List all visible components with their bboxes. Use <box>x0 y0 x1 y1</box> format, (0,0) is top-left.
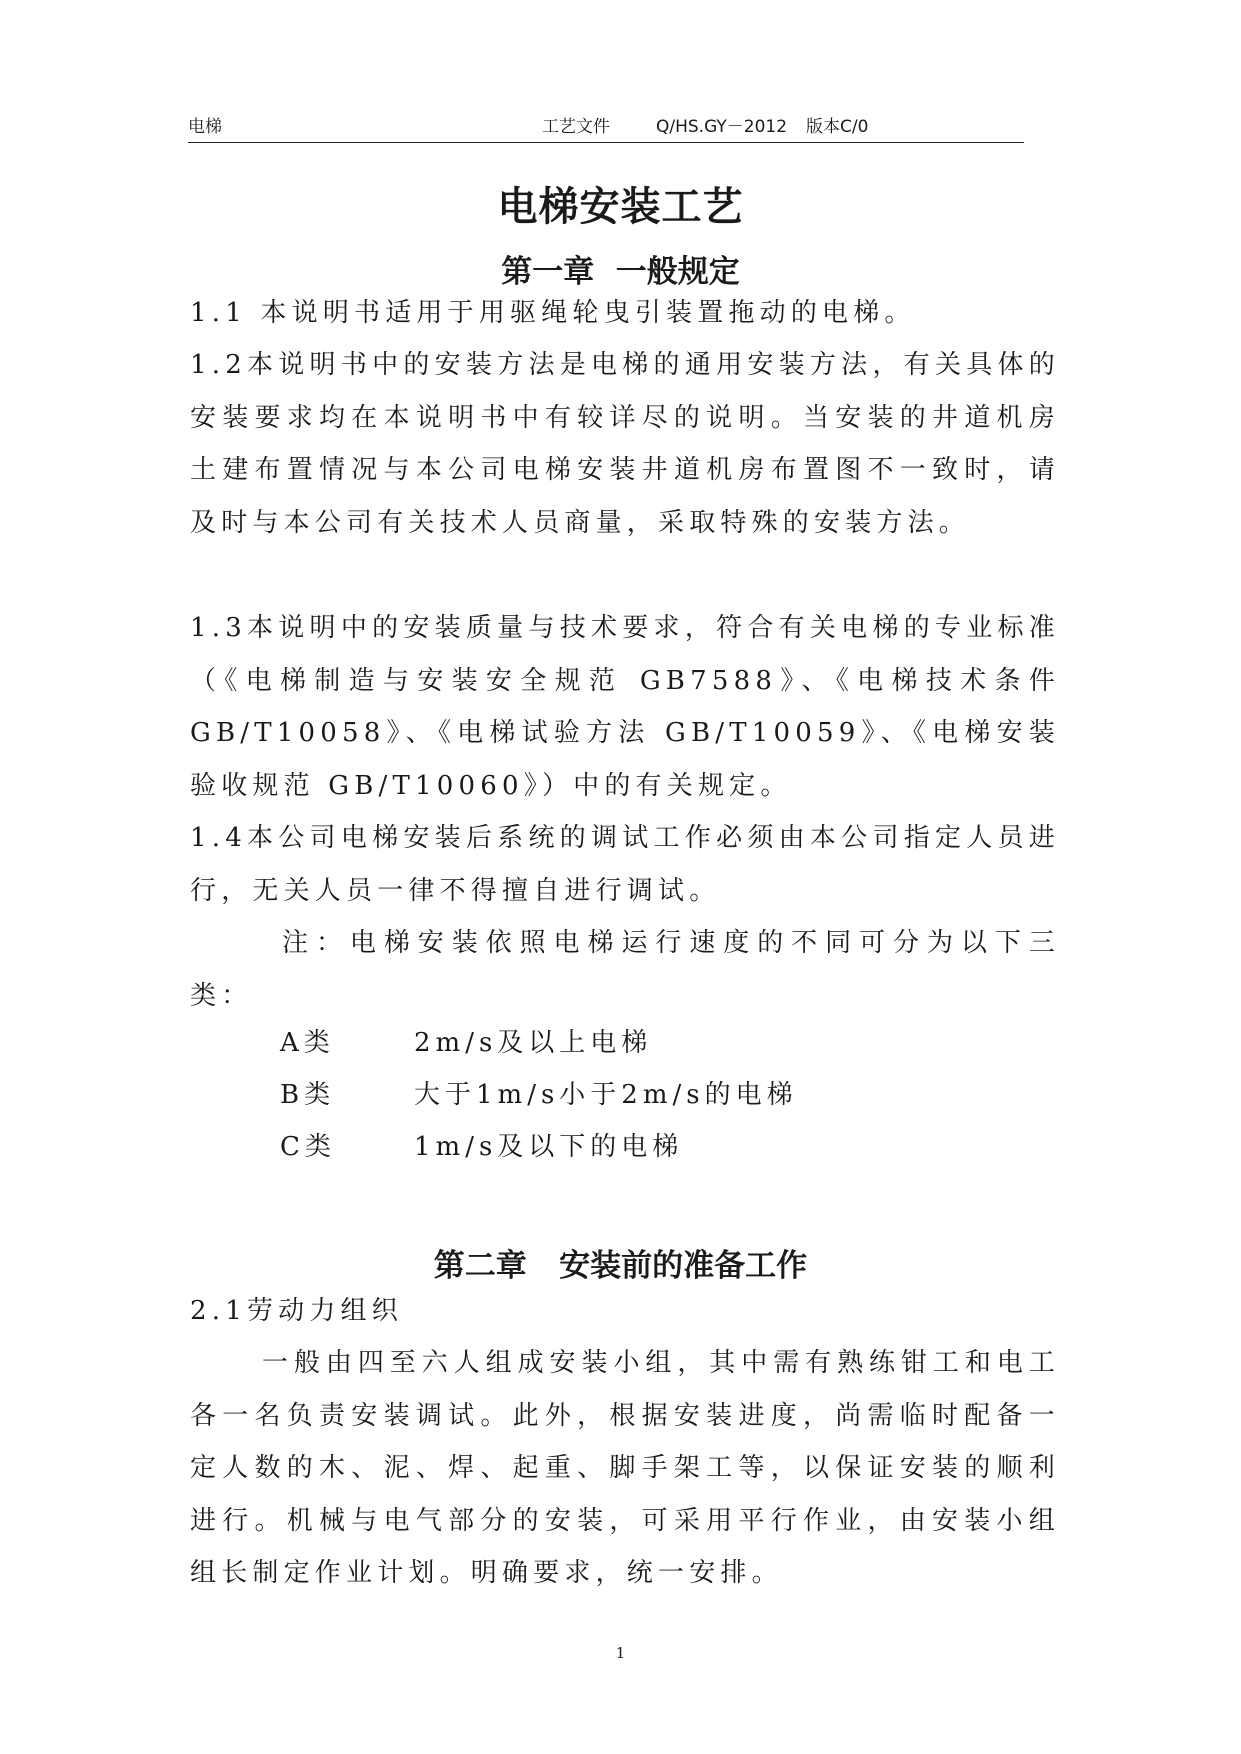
class-row-a <box>280 1022 652 1074</box>
class-row-b <box>280 1074 798 1126</box>
page-header <box>188 112 1024 142</box>
chapter1-heading: 第一章 一般规定 <box>501 254 740 290</box>
header-divider <box>188 142 1024 143</box>
class-label: B类 <box>280 1080 336 1110</box>
paragraph-1-4: 1.4本公司电梯安装后系统的调试工作必须由本公司指定人员进行，无关人员一律不得擅自进行调试。 <box>190 823 1060 906</box>
document-title: 电梯安装工艺 <box>497 184 744 230</box>
paragraph-1-3: 1.3本说明中的安装质量与技术要求，符合有关电梯的专业标准（《电梯制造与安装安全规范 GB7588》、《电梯技术条件 GB/T10058》、《电梯试验方法 GB/T10059》、《电梯安装验收规范 GB/T10060》）中的有关规定。 <box>190 613 1060 801</box>
section-2-1-title: 2.1劳动力组织 <box>190 1296 403 1326</box>
chapter2-heading: 第二章 安装前的准备工作 <box>433 1248 808 1284</box>
header-center-label: 工艺文件 <box>542 117 610 137</box>
class-row-c <box>280 1126 683 1178</box>
paragraph-1-1: 1.1 本说明书适用于用驱绳轮曳引装置拖动的电梯。 <box>190 298 916 328</box>
paragraph-2-1: 一般由四至六人组成安装小组，其中需有熟练钳工和电工各一名负责安装调试。此外，根据安装进度，尚需临时配备一定人数的木、泥、焊、起重、脚手架工等，以保证安装的顺利进行。机械与电气部分的安装，可采用平行作业，由安装小组组长制定作业计划。明确要求，统一安排。 <box>190 1348 1060 1588</box>
page-number: 1 <box>615 1644 626 1662</box>
class-label: C类 <box>280 1132 336 1162</box>
header-doc-code: Q/HS.GY－2012 <box>656 117 788 137</box>
header-version: 版本C/0 <box>806 117 869 137</box>
class-desc: 2m/s及以上电梯 <box>414 1028 653 1058</box>
class-desc: 1m/s及以下的电梯 <box>414 1132 684 1162</box>
note-paragraph: 注：电梯安装依照电梯运行速度的不同可分为以下三类： <box>190 928 1060 1011</box>
class-desc: 大于1m/s小于2m/s的电梯 <box>414 1080 798 1110</box>
paragraph-1-2: 1.2本说明书中的安装方法是电梯的通用安装方法，有关具体的安装要求均在本说明书中有较详尽的说明。当安装的井道机房土建布置情况与本公司电梯安装井道机房布置图不一致时，请及时与本公司有关技术人员商量，采取特殊的安装方法。 <box>190 350 1060 538</box>
header-left-label: 电梯 <box>188 117 222 137</box>
class-label: A类 <box>280 1028 335 1058</box>
